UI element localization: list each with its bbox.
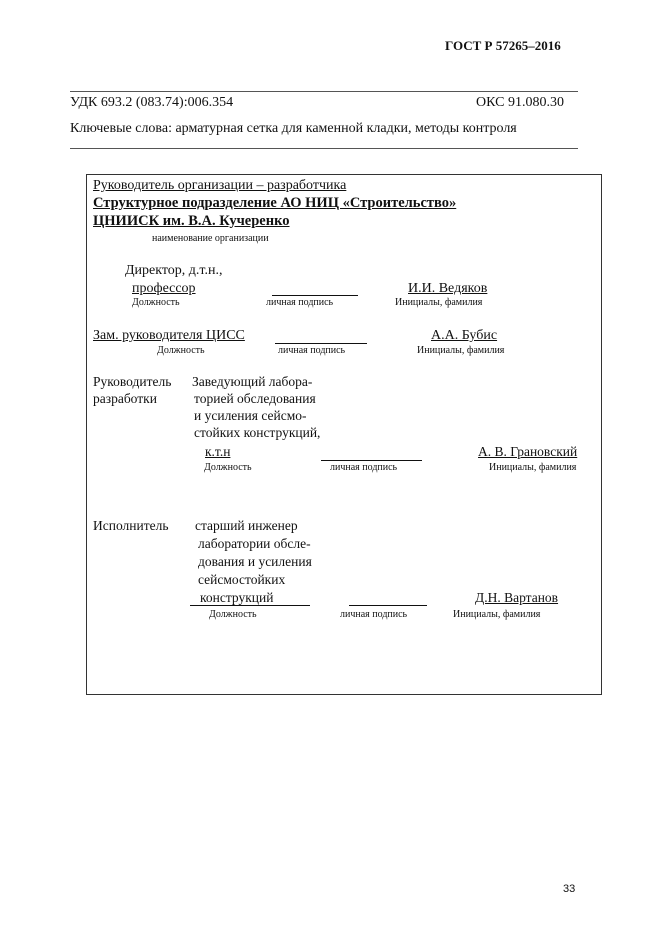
page-number: 33 <box>563 883 576 895</box>
dev-head-role-line: Заведующий лабора- <box>192 374 313 389</box>
executor-signature-line <box>349 605 427 606</box>
director-role-line1: Директор, д.т.н., <box>125 263 223 278</box>
udc-code: УДК 693.2 (083.74):006.354 <box>70 95 234 110</box>
deputy-role: Зам. руководителя ЦИСС <box>93 328 245 343</box>
org-head-title: Руководитель организации – разработчика <box>93 178 347 193</box>
standard-code: ГОСТ Р 57265–2016 <box>445 38 561 53</box>
director-cap-name: Инициалы, фамилия <box>395 297 483 308</box>
dev-head-label-line1: Руководитель <box>93 374 172 389</box>
executor-role-line: дования и усиления <box>198 554 312 569</box>
dev-head-role-line: к.т.н <box>205 444 231 459</box>
dev-head-role-line: стойких конструкций, <box>194 425 321 440</box>
org-name-line1: Структурное подразделение АО НИЦ «Строительство» <box>93 195 457 211</box>
deputy-cap-position: Должность <box>157 345 205 356</box>
dev-head-name: А. В. Грановский <box>478 444 578 459</box>
dev-head-signature-line <box>321 460 422 461</box>
executor-name: Д.Н. Вартанов <box>475 590 559 605</box>
executor-role-line: сейсмостойких <box>198 572 286 587</box>
director-cap-signature: личная подпись <box>266 297 334 308</box>
executor-cap-position: Должность <box>209 609 257 620</box>
divider-bottom <box>70 148 578 149</box>
divider-top <box>70 91 578 92</box>
director-name: И.И. Ведяков <box>408 281 488 296</box>
dev-head-label-line2: разработки <box>93 391 157 406</box>
deputy-signature-line <box>275 343 367 344</box>
executor-role-line: старший инженер <box>195 518 298 533</box>
dev-head-role-line: торией обследования <box>194 391 316 406</box>
oks-code: ОКС 91.080.30 <box>476 95 564 110</box>
deputy-name: А.А. Бубис <box>431 328 498 343</box>
director-role-line2: профессор <box>132 281 196 296</box>
dev-head-cap-position: Должность <box>204 462 252 473</box>
executor-cap-signature: личная подпись <box>340 609 408 620</box>
director-signature-line <box>272 295 358 296</box>
keywords: Ключевые слова: арматурная сетка для каменной кладки, методы контроля <box>70 121 517 136</box>
deputy-cap-signature: личная подпись <box>278 345 346 356</box>
executor-position-line <box>190 605 310 606</box>
executor-role-line: конструкций <box>200 590 274 605</box>
executor-label: Исполнитель <box>93 518 169 533</box>
executor-role-line: лаборатории обсле- <box>198 536 311 551</box>
org-caption: наименование организации <box>152 233 269 244</box>
dev-head-cap-name: Инициалы, фамилия <box>489 462 577 473</box>
dev-head-role-line: и усиления сейсмо- <box>194 408 307 423</box>
deputy-cap-name: Инициалы, фамилия <box>417 345 505 356</box>
director-cap-position: Должность <box>132 297 180 308</box>
dev-head-cap-signature: личная подпись <box>330 462 398 473</box>
org-name-line2: ЦНИИСК им. В.А. Кучеренко <box>93 213 290 229</box>
executor-cap-name: Инициалы, фамилия <box>453 609 541 620</box>
